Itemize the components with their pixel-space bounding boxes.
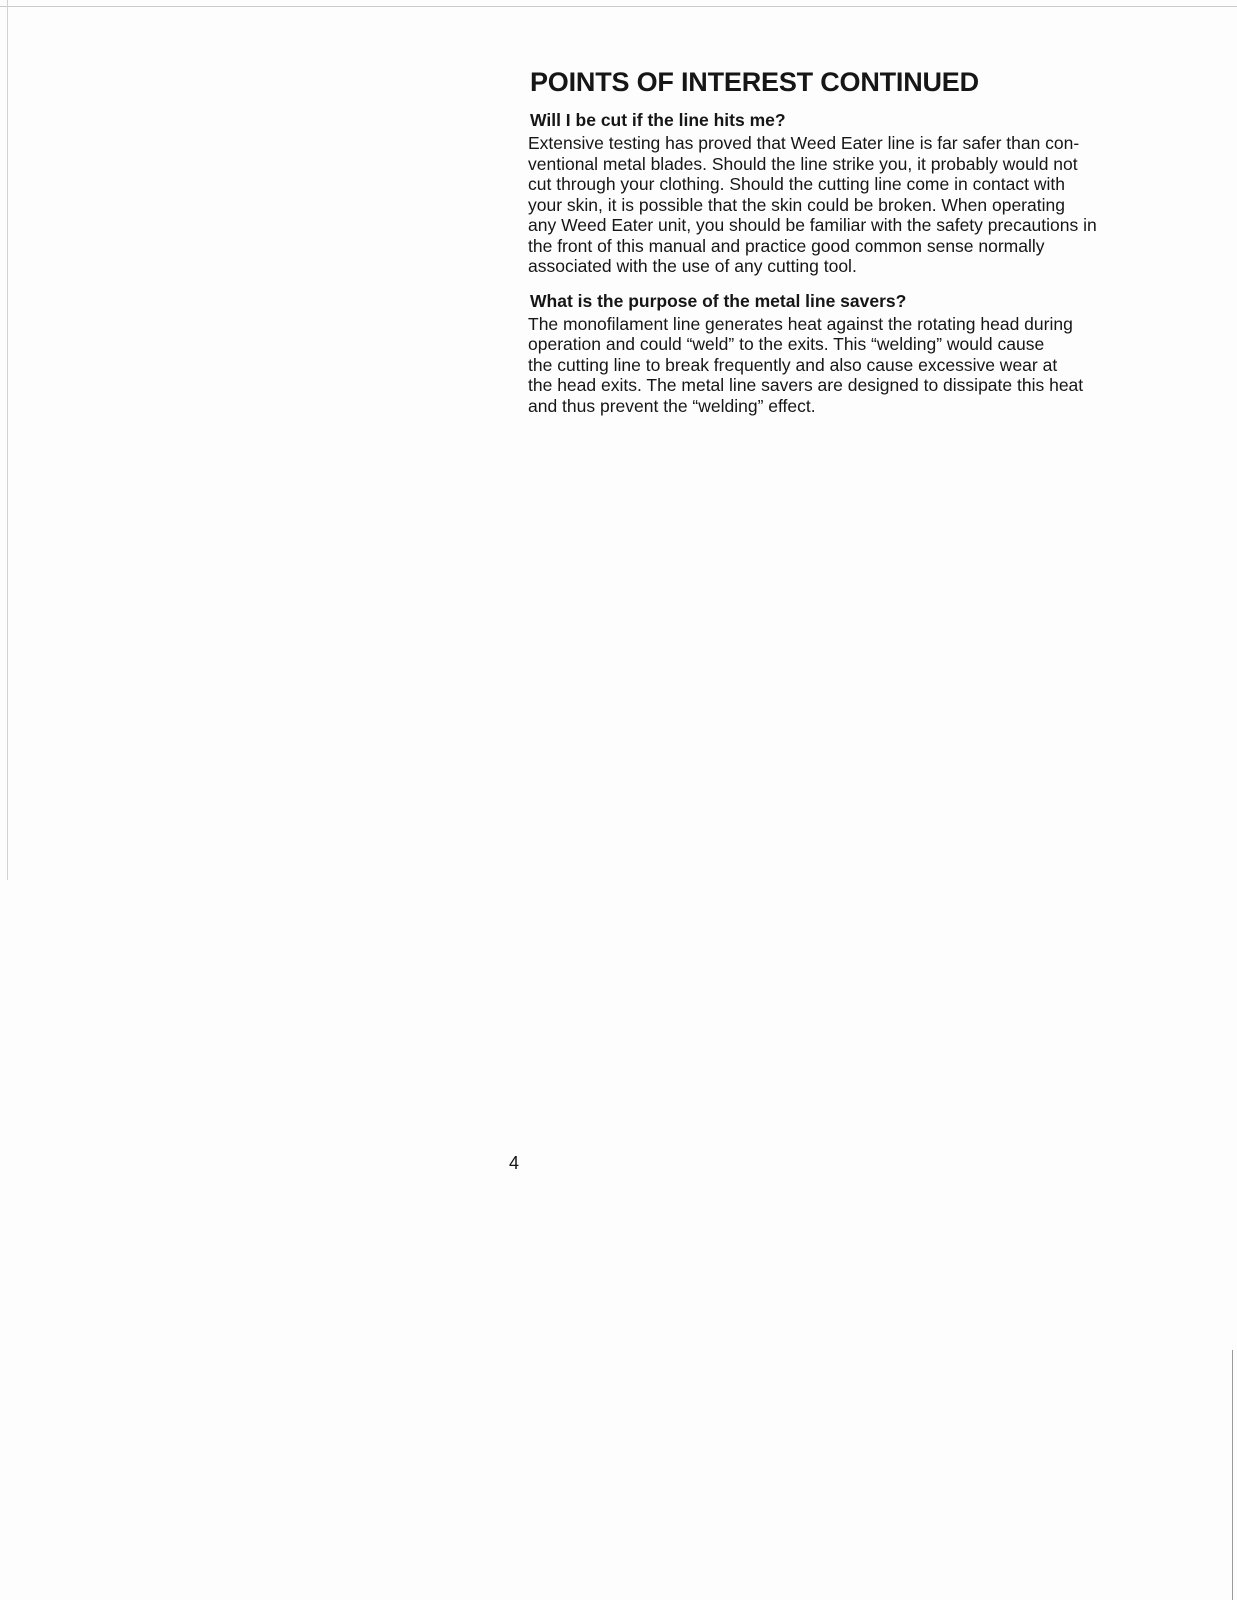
page-title: POINTS OF INTEREST CONTINUED (530, 67, 979, 97)
scan-top-edge (0, 6, 1237, 7)
faq-answer: The monofilament line generates heat against the rotating head during operation and could “weld” to the exits. This “welding” would cause the cutting line to break frequently and also cause excessive wear at the head exits. The metal line savers are designed to dissipate this heat and thus prevent the “welding” effect. (528, 313, 1084, 416)
faq-answer: Extensive testing has proved that Weed Eater line is far safer than con- ventional metal blades. Should the line strike you, it probably would not cut through your clothing. Should the cutting line come in contact with your skin, it is possible that the skin could be broken. When operating any Weed Eater unit, you should be familiar with the safety precautions in the front of this manual and practice good common sense normally associated with the use of any cutting tool. (528, 133, 1097, 276)
faq-question: What is the purpose of the metal line savers? (530, 290, 907, 311)
page-number: 4 (509, 1153, 520, 1173)
faq-question: Will I be cut if the line hits me? (530, 110, 786, 130)
faq-section-line-hits (530, 109, 1180, 277)
scan-right-edge (1232, 1350, 1233, 1600)
faq-section-line-savers (530, 290, 1180, 417)
scan-left-edge (7, 0, 8, 880)
page-content (530, 66, 1180, 429)
